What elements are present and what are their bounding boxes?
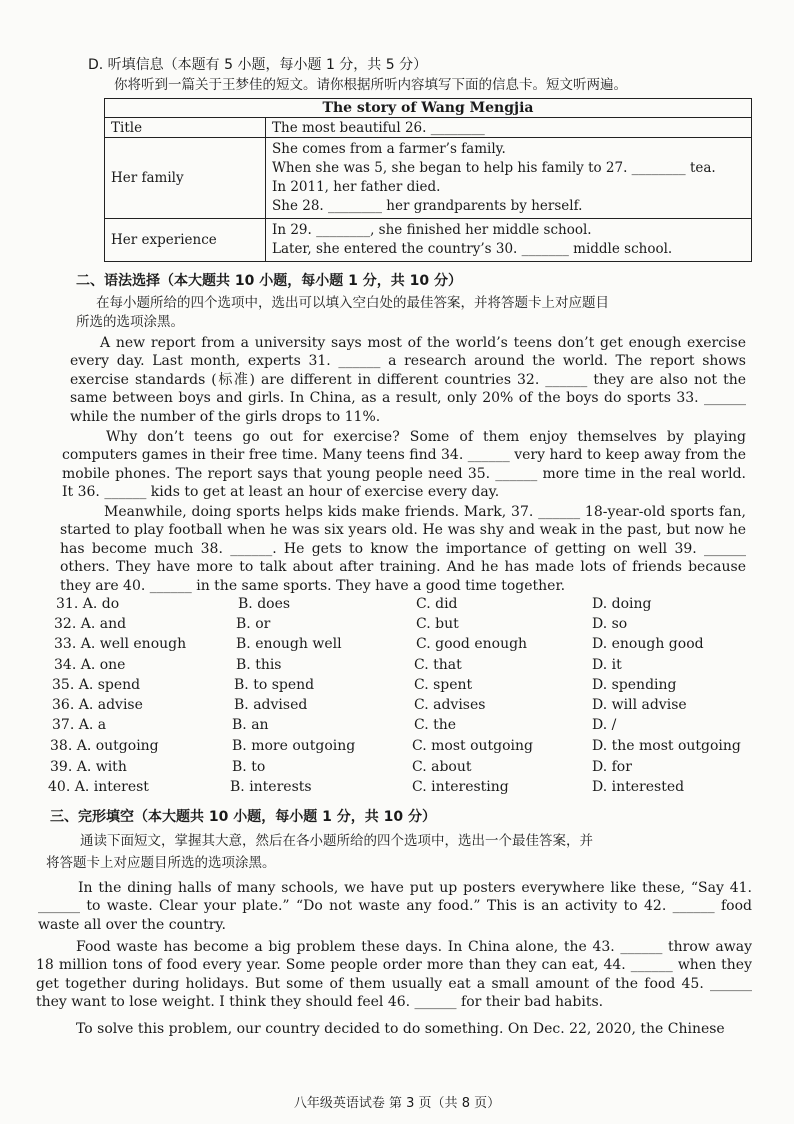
- passage-1-paragraph-3: Meanwhile, doing sports helps kids make friends. Mark, 37. ______ 18-year-old sports fan, started to play football when he was six years old. He was shy and weak in the past, but now he has become much 38. ______. He gets to know the importance of getting on well 39. ______ others. They have more to talk about after training. And he has made lots of friends because they are 40. ______ in the same sports. They have a good time together.: [60, 504, 746, 594]
- section-3-instruction-1: 通读下面短文，掌握其大意，然后在各小题所给的四个选项中，选出一个最佳答案，并: [80, 833, 593, 849]
- option: 34. A. one: [54, 657, 126, 673]
- passage-1-paragraph-2: Why don’t teens go out for exercise? Some of them enjoy themselves by playing computers games in their free time. Many teens find 34. ______ very hard to keep away from the mobile phones. The report says that young people need 35. ______ more time in the real world. It 36. ______ kids to get at least an hour of exercise every day.: [62, 429, 746, 501]
- option: B. enough well: [236, 636, 342, 652]
- option: D. doing: [592, 596, 652, 612]
- option: C. that: [414, 657, 462, 673]
- option: D. /: [592, 717, 617, 733]
- passage-2-paragraph-3: To solve this problem, our country decided to do something. On Dec. 22, 2020, the Chinese: [76, 1021, 725, 1037]
- option: C. did: [416, 596, 458, 612]
- passage-2-paragraph-2: Food waste has become a big problem these days. In China alone, the 43. ______ throw away 18 million tons of food every year. Some people order more than they can eat, 44. ______ when they get together during holidays. But some of them usually eat a small amount of the food 45. ______ they want to lose weight. I think they should feel 46. ______ for their bad habits.: [36, 939, 752, 1011]
- option: C. spent: [414, 677, 473, 693]
- section-2-title: 二、语法选择（本大题共 10 小题，每小题 1 分，共 10 分）: [76, 273, 462, 289]
- option: B. does: [238, 596, 291, 612]
- option: B. to spend: [234, 677, 315, 693]
- option: 38. A. outgoing: [50, 738, 159, 754]
- option: D. enough good: [592, 636, 704, 652]
- option: B. more outgoing: [232, 738, 356, 754]
- option: D. interested: [592, 779, 685, 795]
- table-heading: The story of Wang Mengjia: [105, 99, 752, 118]
- option: 37. A. a: [52, 717, 107, 733]
- option: C. the: [414, 717, 457, 733]
- option: D. will advise: [592, 697, 687, 713]
- family-line: She comes from a farmer’s family.: [272, 141, 506, 157]
- experience-line: Later, she entered the country’s 30. _______ middle school.: [272, 241, 673, 257]
- option: C. most outgoing: [412, 738, 533, 754]
- option: C. good enough: [416, 636, 528, 652]
- family-line: In 2011, her father died.: [272, 179, 441, 195]
- section-d-title: D. 听填信息（本题有 5 小题，每小题 1 分，共 5 分）: [88, 57, 428, 73]
- section-3-instruction-2: 将答题卡上对应题目所选的选项涂黑。: [46, 855, 276, 871]
- section-d-instruction: 你将听到一篇关于王梦佳的短文。请你根据所听内容填写下面的信息卡。短文听两遍。: [114, 77, 627, 93]
- passage-1-paragraph-1: A new report from a university says most of the world’s teens don’t get enough exercise every day. Last month, experts 31. ______ a research around the world. The report shows exercise standards (标准) are different in different countries 32. ______ they are also not the same between boys and girls. In China, as a result, only 20% of the boys do sports 33. ______ while the number of the girls drops to 11%.: [70, 335, 746, 425]
- section-3-title: 三、完形填空（本大题共 10 小题，每小题 1 分，共 10 分）: [50, 809, 436, 825]
- option: B. to: [232, 759, 266, 775]
- option: 35. A. spend: [52, 677, 141, 693]
- option: C. but: [416, 616, 459, 632]
- option: C. advises: [414, 697, 486, 713]
- option: B. an: [232, 717, 269, 733]
- section-2-instruction-1: 在每小题所给的四个选项中，选出可以填入空白处的最佳答案，并将答题卡上对应题目: [96, 295, 609, 311]
- option: B. or: [236, 616, 271, 632]
- table-label-experience: Her experience: [105, 219, 266, 262]
- option: D. for: [592, 759, 632, 775]
- passage-2-paragraph-1: In the dining halls of many schools, we have put up posters everywhere like these, “Say 41. ______ to waste. Clear your plate.” “Do not waste any food.” This is an activity to 42. ______ food waste all over the country.: [38, 880, 752, 933]
- option: D. it: [592, 657, 622, 673]
- option: 33. A. well enough: [54, 636, 187, 652]
- table-label-title: Title: [105, 118, 266, 138]
- option: 40. A. interest: [48, 779, 149, 795]
- option: B. this: [236, 657, 282, 673]
- option: B. interests: [230, 779, 312, 795]
- table-label-family: Her family: [105, 138, 266, 219]
- section-2-instruction-2: 所选的选项涂黑。: [76, 314, 184, 330]
- option: 36. A. advise: [52, 697, 143, 713]
- table-value-title: The most beautiful 26. ________: [266, 118, 752, 138]
- info-card-table: [104, 98, 752, 262]
- option: 39. A. with: [50, 759, 127, 775]
- experience-line: In 29. ________, she finished her middle school.: [272, 222, 592, 238]
- option: D. the most outgoing: [592, 738, 741, 754]
- option: B. advised: [234, 697, 308, 713]
- family-line: She 28. ________ her grandparents by herself.: [272, 198, 583, 214]
- option: D. so: [592, 616, 628, 632]
- option: D. spending: [592, 677, 677, 693]
- family-line: When she was 5, she began to help his family to 27. ________ tea.: [272, 160, 716, 176]
- option: C. about: [412, 759, 472, 775]
- page-footer: 八年级英语试卷 第 3 页（共 8 页）: [293, 1096, 501, 1111]
- option: 32. A. and: [54, 616, 127, 632]
- option: 31. A. do: [56, 596, 120, 612]
- option: C. interesting: [412, 779, 509, 795]
